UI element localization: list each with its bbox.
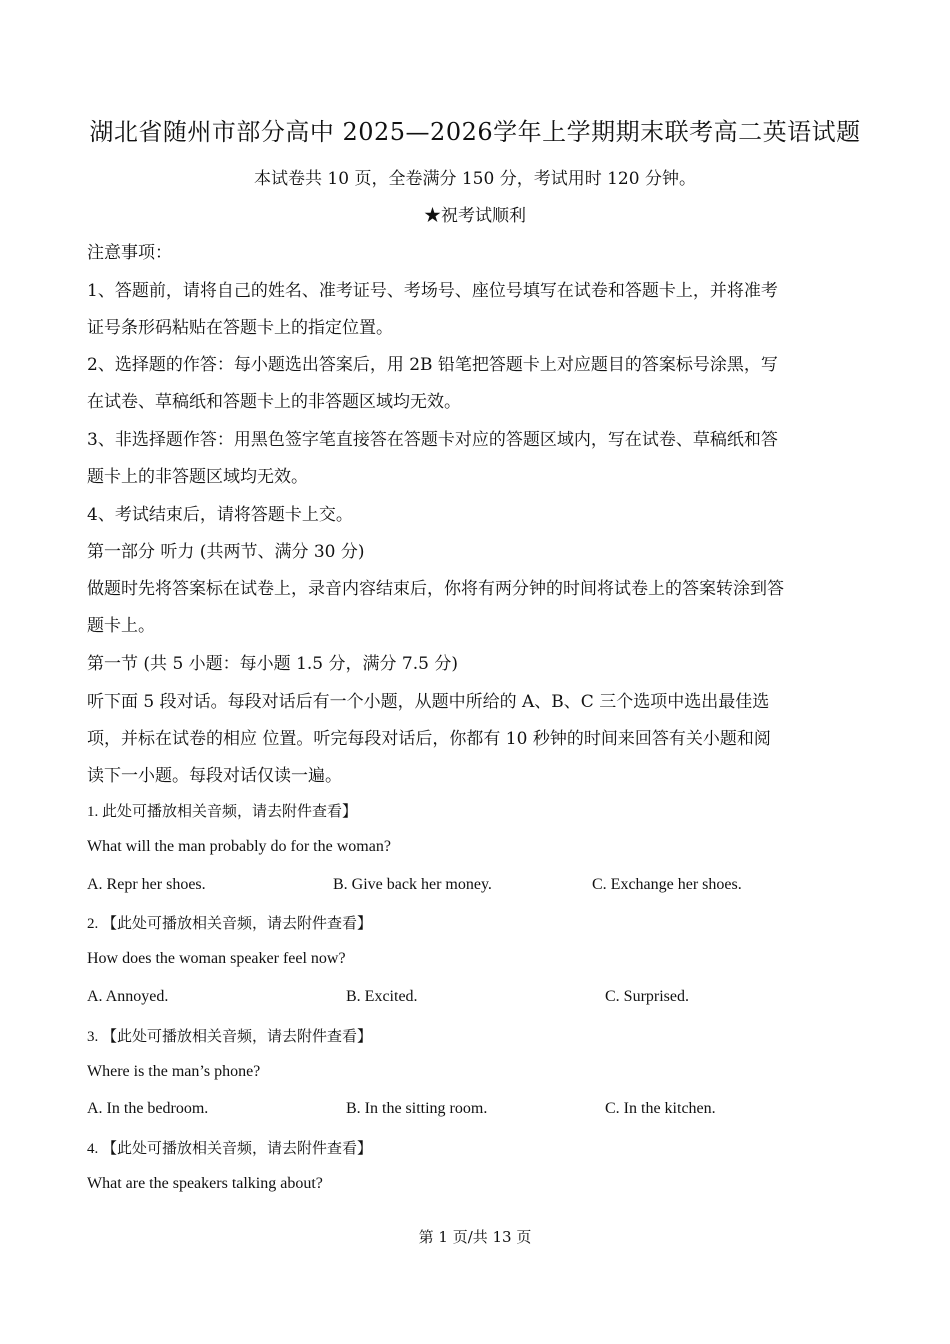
- section1-instruction-line-2: 项，并标在试卷的相应 位置。听完每段对话后，你都有 10 秒钟的时间来回答有关小题和阅: [87, 729, 771, 749]
- question-2-audio-note: 2. 【此处可播放相关音频，请去附件查看】: [87, 916, 373, 932]
- question-1-option-a: A. Repr her shoes.: [87, 876, 206, 893]
- question-1-option-c: C. Exchange her shoes.: [592, 876, 742, 893]
- notice-item-1-line-2: 证号条形码粘贴在答题卡上的指定位置。: [87, 318, 393, 338]
- section1-instruction-line-1: 听下面 5 段对话。每段对话后有一个小题，从题中所给的 A、B、C 三个选项中选出最佳选: [87, 692, 770, 712]
- page-number: 第 1 页/共 13 页: [418, 1228, 532, 1246]
- question-2-option-c: C. Surprised.: [605, 988, 689, 1005]
- question-3-audio-note: 3. 【此处可播放相关音频，请去附件查看】: [87, 1029, 373, 1045]
- notice-item-2-line-2: 在试卷、草稿纸和答题卡上的非答题区域均无效。: [87, 392, 461, 412]
- page-title: 湖北省随州市部分高中 2025—2026学年上学期期末联考高二英语试题: [89, 118, 861, 146]
- question-1-option-b: B. Give back her money.: [333, 876, 492, 893]
- question-3-option-b: B. In the sitting room.: [346, 1100, 488, 1117]
- notice-item-3-line-1: 3、非选择题作答：用黑色签字笔直接答在答题卡对应的答题区域内，写在试卷、草稿纸和答: [87, 430, 778, 450]
- question-1-text: What will the man probably do for the woman?: [87, 838, 391, 855]
- question-3-text: Where is the man’s phone?: [87, 1063, 261, 1080]
- question-2-option-b: B. Excited.: [346, 988, 418, 1005]
- question-4-text: What are the speakers talking about?: [87, 1175, 323, 1192]
- notice-heading: 注意事项：: [87, 243, 172, 263]
- question-2-option-a: A. Annoyed.: [87, 988, 169, 1005]
- part1-instruction-line-1: 做题时先将答案标在试卷上，录音内容结束后，你将有两分钟的时间将试卷上的答案转涂到答: [87, 579, 784, 599]
- notice-item-4: 4、考试结束后，请将答题卡上交。: [87, 505, 353, 525]
- question-2-text: How does the woman speaker feel now?: [87, 950, 346, 967]
- question-1-audio-note: 1. 此处可播放相关音频，请去附件查看】: [87, 804, 358, 820]
- notice-item-2-line-1: 2、选择题的作答：每小题选出答案后，用 2B 铅笔把答题卡上对应题目的答案标号涂黑，写: [87, 355, 778, 375]
- question-3-option-c: C. In the kitchen.: [605, 1100, 716, 1117]
- section1-instruction-line-3: 读下一小题。每段对话仅读一遍。: [87, 766, 342, 786]
- exam-info: 本试卷共 10 页，全卷满分 150 分，考试用时 120 分钟。: [254, 169, 696, 189]
- question-4-audio-note: 4. 【此处可播放相关音频，请去附件查看】: [87, 1141, 373, 1157]
- notice-item-1-line-1: 1、答题前，请将自己的姓名、准考证号、考场号、座位号填写在试卷和答题卡上，并将准考: [87, 281, 778, 301]
- notice-item-3-line-2: 题卡上的非答题区域均无效。: [87, 467, 308, 487]
- section1-heading: 第一节 (共 5 小题：每小题 1.5 分，满分 7.5 分): [87, 654, 458, 674]
- part1-instruction-line-2: 题卡上。: [87, 616, 155, 636]
- good-luck-line: ★祝考试顺利: [424, 206, 526, 226]
- question-3-option-a: A. In the bedroom.: [87, 1100, 209, 1117]
- part1-heading: 第一部分 听力 (共两节、满分 30 分): [87, 542, 365, 562]
